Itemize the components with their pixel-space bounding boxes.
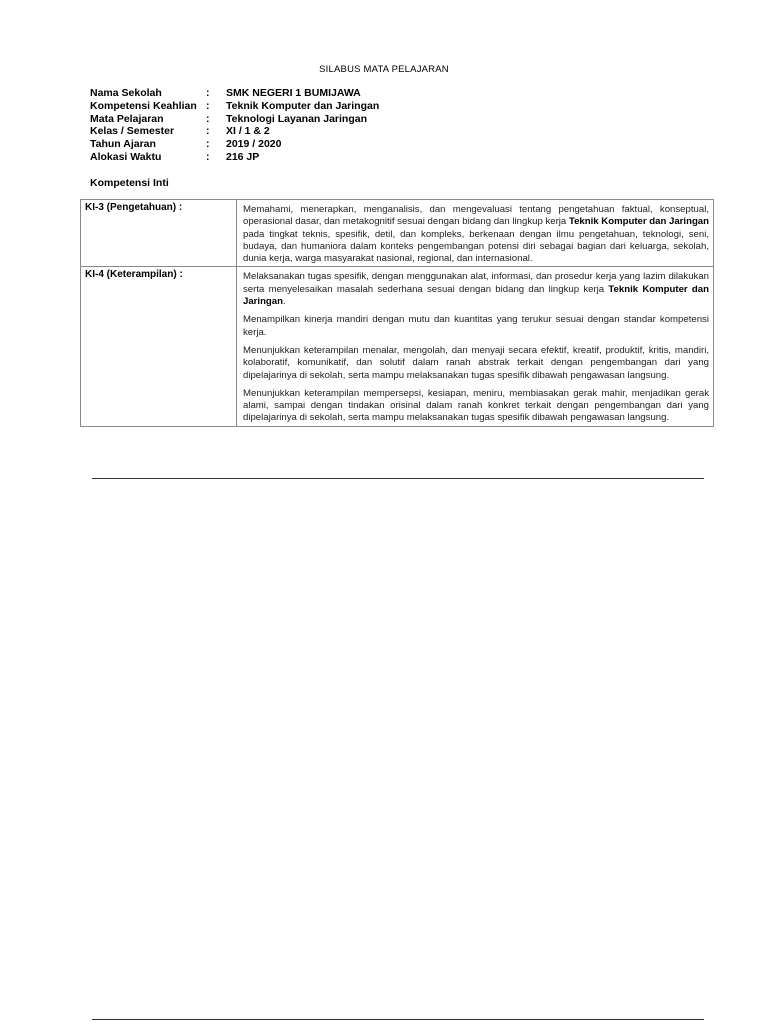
paragraph-text: Melaksanakan tugas spesifik, dengan menggunakan alat, informasi, dan prosedur kerja yang lazim dilakukan serta menyelesaikan masalah sederhana sesuai dengan bidang dan lingkup kerja <box>243 271 709 295</box>
meta-row-school <box>90 87 379 100</box>
meta-row-year <box>90 138 379 151</box>
meta-label: Mata Pelajaran <box>90 112 164 125</box>
meta-label: Tahun Ajaran <box>90 138 156 151</box>
meta-colon: : <box>206 150 210 163</box>
paragraph-text: Memahami, menerapkan, menganalisis, dan mengevaluasi tentang pengetahuan faktual, konseptual, operasional dasar, dan metakognitif sesuai dengan bidang dan lingkup kerja <box>243 204 709 228</box>
meta-label: Nama Sekolah <box>90 87 162 99</box>
meta-value: Teknik Komputer dan Jaringan <box>226 99 380 112</box>
meta-label: Kelas / Semester <box>90 125 175 138</box>
meta-colon: : <box>206 99 210 112</box>
paragraph-text: . <box>283 296 286 308</box>
paragraph-text: Menunjukkan keterampilan mempersepsi, kesiapan, meniru, membiasakan gerak mahir, menjadikan gerak alami, sampai dengan tindakan orisinal dalam ranah konkret terkait dengan pengembangan dari yang dipelajarinya di sekolah, serta mampu melaksanakan tugas spesifik dibawah pengawasan langsung. <box>243 387 709 424</box>
meta-row-time <box>90 151 379 164</box>
competency-paragraph <box>243 388 709 425</box>
paragraph-text: Menampilkan kinerja mandiri dengan mutu dan kuantitas yang terukur sesuai dengan standar kompetensi kerja. <box>243 314 709 338</box>
meta-colon: : <box>206 125 210 138</box>
meta-block <box>90 87 379 164</box>
meta-colon: : <box>206 138 210 151</box>
emphasis-text: Teknik Komputer dan Jaringan <box>568 216 709 228</box>
section-heading: Kompetensi Inti <box>90 177 169 189</box>
footer-divider-line <box>92 1019 704 1020</box>
competency-table <box>80 199 714 427</box>
meta-value: XI / 1 & 2 <box>226 125 270 138</box>
ki3-label: KI-3 (Pengetahuan) : <box>81 200 237 267</box>
meta-label: Kompetensi Keahlian <box>90 99 197 112</box>
divider-line <box>92 478 704 479</box>
ki4-content <box>237 267 714 426</box>
meta-colon: : <box>206 87 210 99</box>
ki3-content <box>237 200 714 267</box>
paragraph-text: Menunjukkan keterampilan menalar, mengolah, dan menyaji secara efektif, kreatif, produktif, kritis, mandiri, kolaboratif, komunikatif, dan solutif dalam ranah abstrak terkait dengan pengembangan dari yang dipelajarinya di sekolah, serta mampu melaksanakan tugas spesifik dibawah pengawasan langsung. <box>243 344 709 381</box>
table-row <box>81 267 714 426</box>
meta-value: Teknologi Layanan Jaringan <box>226 112 368 125</box>
meta-value: SMK NEGERI 1 BUMIJAWA <box>226 87 361 99</box>
meta-colon: : <box>206 112 210 125</box>
emphasis-text: Teknik Komputer dan Jaringan <box>243 283 709 308</box>
meta-row-subject <box>90 113 379 126</box>
competency-paragraph <box>243 314 709 339</box>
meta-row-class <box>90 125 379 138</box>
competency-paragraph <box>243 345 709 382</box>
meta-value: 216 JP <box>226 150 260 163</box>
ki4-label: KI-4 (Keterampilan) : <box>81 267 237 426</box>
meta-value: 2019 / 2020 <box>226 138 282 151</box>
meta-row-expertise <box>90 100 379 113</box>
competency-paragraph <box>243 204 709 265</box>
competency-paragraph <box>243 271 709 308</box>
document-title: SILABUS MATA PELAJARAN <box>319 64 449 75</box>
paragraph-text: pada tingkat teknis, spesifik, detil, dan kompleks, berkenaan dengan ilmu pengetahuan, teknologi, seni, budaya, dan humaniora dalam konteks pengembangan potensi diri sebagai bagian dari keluarga, sekolah, dunia kerja, warga masyarakat nasional, regional, dan internasional. <box>243 228 709 265</box>
table-row <box>81 200 714 267</box>
meta-label: Alokasi Waktu <box>90 150 162 163</box>
